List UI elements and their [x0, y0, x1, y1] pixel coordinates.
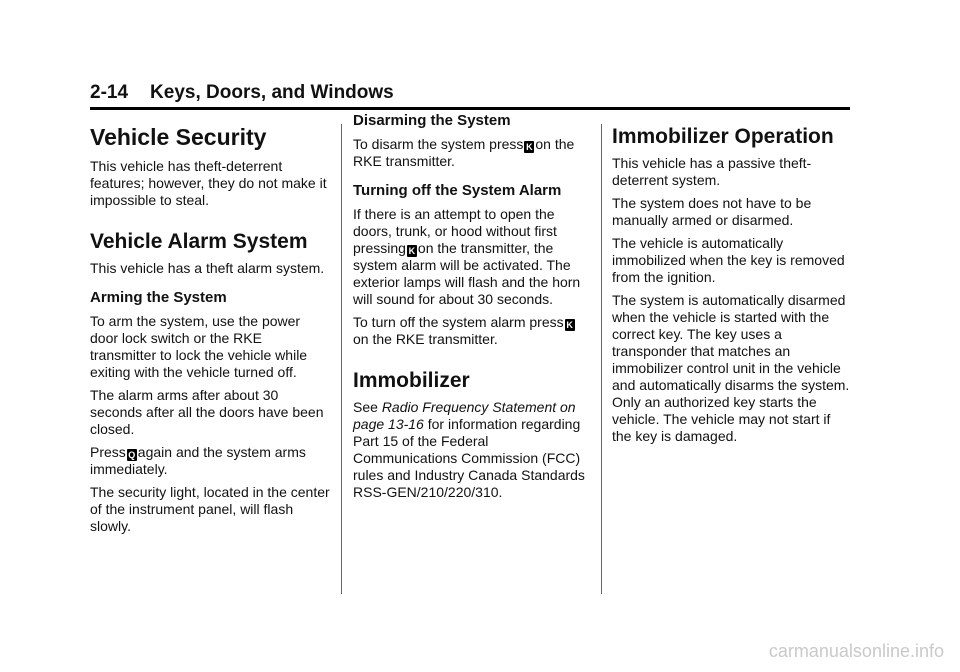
paragraph-operation-2: The system does not have to be manually armed or disarmed.	[612, 195, 812, 229]
paragraph-arming-2: The alarm arms after about 30 seconds after all the doors have been closed.	[90, 386, 324, 437]
heading-immobilizer-operation: Immobilizer Operation	[612, 125, 834, 148]
column-2	[353, 112, 591, 501]
turnoff1-text-a: If there is an attempt to open the doors, trunk, or hood without first pressing	[353, 206, 557, 256]
paragraph-immobilizer	[353, 399, 591, 501]
heading-vehicle-alarm-system: Vehicle Alarm System	[90, 229, 308, 253]
heading-turning-off-alarm: Turning off the System Alarm	[353, 182, 562, 199]
disarm-text-b: on the RKE transmitter.	[353, 136, 575, 169]
turnoff1-text-b: on the transmitter, the system alarm will be activated. The exterior lamps will flash and the horn will sound for about 30 seconds.	[353, 240, 581, 307]
paragraph-disarm	[353, 136, 591, 170]
paragraph-press-again	[90, 444, 330, 478]
column-1	[90, 112, 330, 535]
paragraph-security-light: The security light, located in the center of the instrument panel, will flash slowly.	[90, 483, 330, 534]
turnoff2-text-b: on the RKE transmitter.	[353, 331, 498, 347]
heading-immobilizer: Immobilizer	[353, 369, 470, 392]
unlock-key-icon: K	[526, 142, 533, 152]
lock-key-icon: Q	[128, 449, 136, 460]
paragraph-operation-3: The vehicle is automatically immobilized when the key is removed from the ignition.	[612, 235, 845, 286]
turnoff2-text-a: To turn off the system alarm press	[353, 314, 564, 330]
unlock-key-icon: K	[566, 320, 573, 330]
heading-disarming-the-system: Disarming the System	[353, 112, 511, 129]
heading-arming-the-system: Arming the System	[90, 288, 227, 306]
paragraph-security: This vehicle has theft-deterrent features; however, they do not make it impossible to steal.	[90, 157, 327, 208]
page-number: 2-14	[90, 82, 129, 103]
immob-reference-link[interactable]: Radio Frequency Statement on page 13-16	[353, 399, 576, 433]
section-title: Keys, Doors, and Windows	[150, 82, 394, 103]
heading-vehicle-security: Vehicle Security	[90, 124, 267, 150]
disarm-text-a: To disarm the system press	[353, 136, 524, 152]
paragraph-turnoff-2	[353, 314, 591, 348]
paragraph-operation-4: The system is automatically disarmed when the vehicle is started with the correct key. The key uses a transponder that matches an immobilizer control unit in the vehicle and automatically disarms the system. Only an authorized key starts the vehicle. The vehicle may not start if the key is damaged.	[612, 292, 850, 445]
paragraph-turnoff-1	[353, 206, 591, 308]
column-divider-2	[601, 124, 602, 594]
paragraph-arming-1: To arm the system, use the power door lock switch or the RKE transmitter to lock the vehicle while exiting with the vehicle turned off.	[90, 312, 308, 380]
immob-see: See	[353, 399, 378, 416]
press-text-a: Press	[90, 443, 126, 460]
page-header	[90, 82, 850, 110]
header-text	[90, 82, 850, 104]
press-text-b: again and the system arms immediately.	[90, 443, 306, 477]
unlock-key-icon: K	[408, 246, 416, 256]
watermark: carmanualsonline.info	[768, 641, 944, 661]
paragraph-operation-1: This vehicle has a passive theft-deterrent system.	[612, 155, 812, 189]
column-divider-1	[341, 124, 342, 594]
immob-rest: for information regarding Part 15 of the Federal Communications Commission (FCC) rules and Industry Canada Standards RSS-GEN/210/220/310.	[353, 416, 585, 501]
paragraph-alarm: This vehicle has a theft alarm system.	[90, 259, 325, 276]
header-rule	[90, 107, 850, 110]
column-3	[612, 112, 852, 445]
